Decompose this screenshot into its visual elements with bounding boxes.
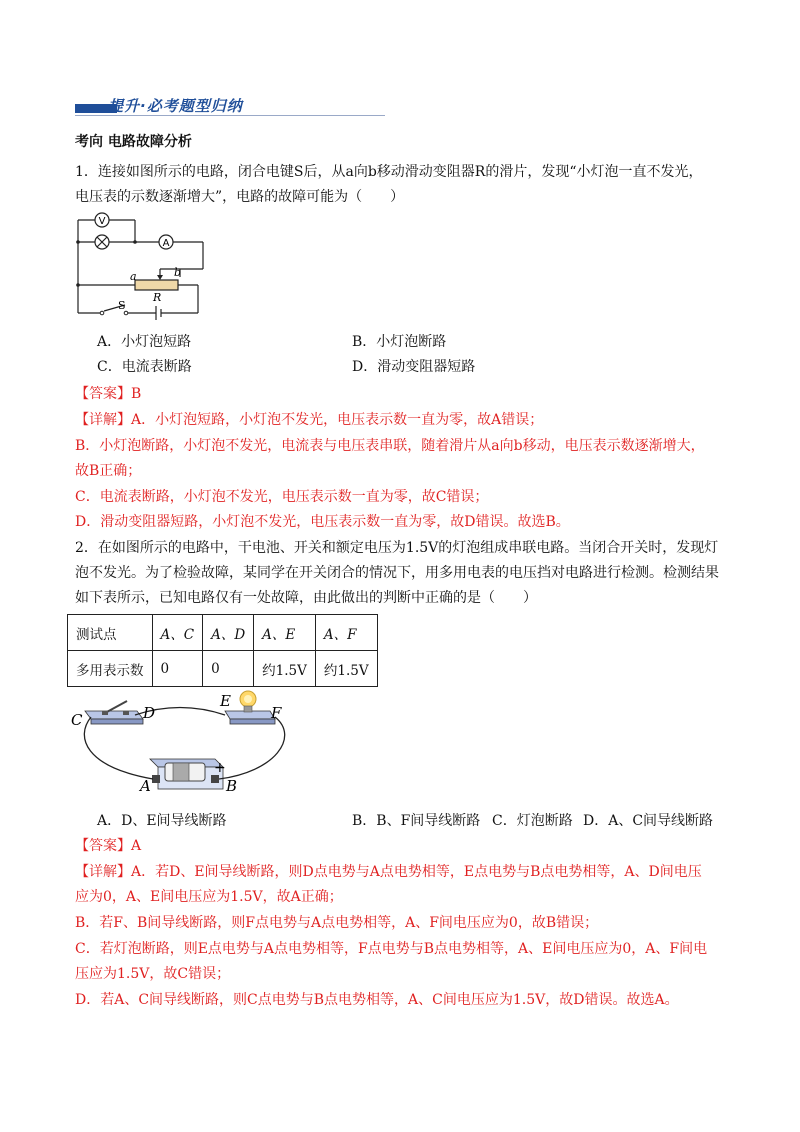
label-f: F (271, 704, 282, 722)
q1-answer-tag: 【答案】 (75, 386, 131, 402)
q2-answer-line (75, 836, 141, 856)
q1-option-d: D．滑动变阻器短路 (352, 359, 476, 375)
q2-detail-line2: 应为0，A、E间电压应为1.5V，故A正确； (75, 889, 343, 905)
table-header-cell: A、E (254, 615, 316, 651)
table-header-cell: 测试点 (68, 615, 153, 651)
q1-detail-line3: 故B正确； (75, 463, 142, 479)
q2-detail-tag: 【详解】 (75, 864, 131, 880)
table-row (68, 615, 378, 651)
q1-option-c: C．电流表断路 (97, 359, 192, 375)
table-header-cell: A、C (152, 615, 203, 651)
q2-option-c: C．灯泡断路 (492, 813, 573, 829)
q1-answer: B (131, 386, 142, 402)
table-cell: 0 (203, 651, 254, 687)
table-cell: 0 (152, 651, 203, 687)
q2-answer: A (131, 838, 142, 854)
q1-detail-line4: C．电流表断路，小灯泡不发光，电压表示数一直为零，故C错误； (75, 489, 489, 505)
q2-measurement-table (67, 614, 378, 687)
q2-option-d: D．A、C间导线断路 (583, 813, 714, 829)
q1-circuit-diagram (70, 205, 210, 325)
q1-answer-line (75, 384, 141, 404)
q1-detail-line5: D．滑动变阻器短路，小灯泡不发光，电压表示数一直为零，故D错误。故选B。 (75, 514, 570, 530)
q1-detail-line1 (75, 410, 543, 430)
banner-underline (75, 115, 385, 116)
q1-line1: 1．连接如图所示的电路，闭合电键S后，从a向b移动滑动变阻器R的滑片，发现“小灯泡一直不发光， (75, 164, 703, 180)
q2-option-b: B．B、F间导线断路 (352, 813, 481, 829)
voltmeter-label: V (98, 216, 106, 227)
q2-line3: 如下表所示，已知电路仅有一处故障，由此做出的判断中正确的是（ ） (75, 590, 537, 606)
q2-circuit-photo (65, 687, 305, 802)
label-plus: + (214, 760, 226, 776)
banner-title: 提升·必考题型归纳 (108, 97, 243, 115)
q2-detail-line6: D．若A、C间导线断路，则C点电势与B点电势相等，A、C间电压应为1.5V，故D错误。故选A。 (75, 992, 679, 1008)
q2-detail-line4: C．若灯泡断路，则E点电势与A点电势相等，F点电势与B点电势相等，A、E间电压应为0，A、F间电 (75, 941, 708, 957)
q2-line1: 2．在如图所示的电路中，干电池、开关和额定电压为1.5V的灯泡组成串联电路。当闭合开关时，发现灯 (75, 540, 719, 556)
label-e: E (220, 692, 231, 710)
q1-option-b: B．小灯泡断路 (352, 334, 447, 350)
section-heading: 考向 电路故障分析 (75, 134, 192, 150)
q1-detail-line2: B．小灯泡断路，小灯泡不发光，电流表与电压表串联，随着滑片从a向b移动，电压表示数逐渐增大， (75, 438, 705, 454)
table-row (68, 651, 378, 687)
table-header-cell: A、F (315, 615, 377, 651)
label-c: C (71, 711, 83, 729)
q2-detail-line3: B．若F、B间导线断路，则F点电势与A点电势相等，A、F间电压应为0，故B错误； (75, 915, 599, 931)
q2-detail-line5: 压应为1.5V，故C错误； (75, 966, 231, 982)
end-b-label: b (174, 266, 182, 279)
label-b: B (226, 777, 238, 795)
q1-detail-text: A．小灯泡短路，小灯泡不发光，电压表示数一直为零，故A错误； (131, 412, 544, 428)
q1-line2: 电压表的示数逐渐增大”，电路的故障可能为（ ） (75, 189, 405, 205)
table-header-cell: A、D (203, 615, 254, 651)
table-cell: 约1.5V (254, 651, 316, 687)
switch-label: S (118, 299, 126, 312)
q2-line2: 泡不发光。为了检验故障，某同学在开关闭合的情况下，用多用电表的电压挡对电路进行检测。检测结果 (75, 565, 719, 581)
q2-detail-text: A．若D、E间导线断路，则D点电势与A点电势相等，E点电势与B点电势相等，A、D间电压 (131, 864, 702, 880)
q1-option-a: A．小灯泡短路 (97, 334, 192, 350)
q1-detail-tag: 【详解】 (75, 412, 131, 428)
ammeter-label: A (162, 238, 170, 249)
rheostat-label: R (153, 291, 162, 304)
q2-detail-line1 (75, 862, 702, 882)
end-a-label: a (130, 270, 137, 283)
label-d: D (143, 704, 156, 722)
q2-answer-tag: 【答案】 (75, 838, 131, 854)
table-cell: 约1.5V (315, 651, 377, 687)
label-a: A (140, 777, 151, 795)
q2-option-a: A．D、E间导线断路 (97, 813, 227, 829)
table-row-label: 多用表示数 (68, 651, 153, 687)
